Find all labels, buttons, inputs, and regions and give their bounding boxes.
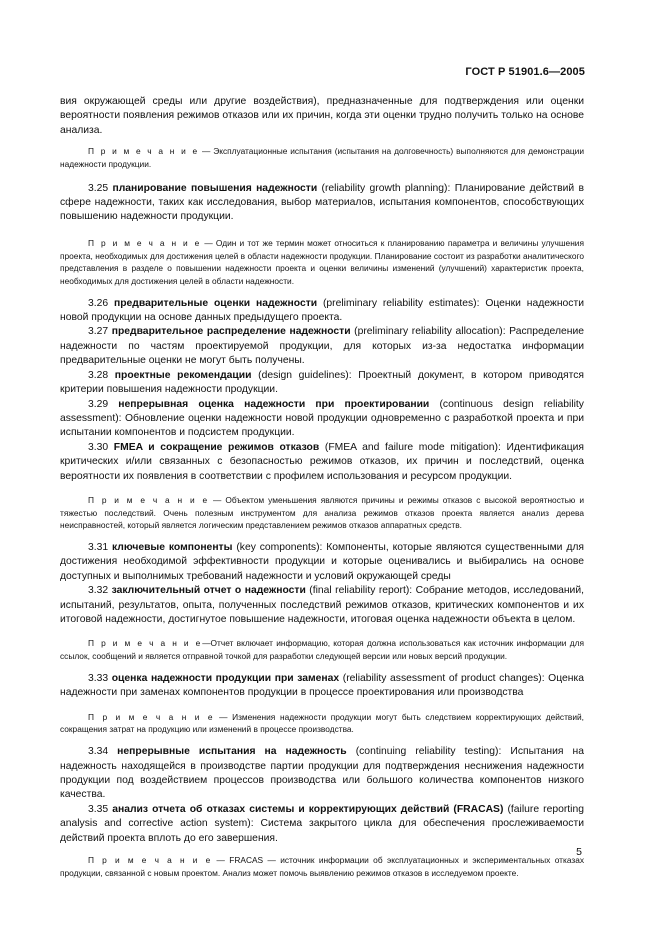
term-3-25: 3.25 планирование повышения надежности (reliability growth planning): Планирование действий в сфере надежности, таких как исследования, выбор материалов, испытания компонентов, способствующих повышению надежности продукции. xyxy=(60,182,584,223)
term-title: FMEA и сокращение режимов отказов xyxy=(113,441,320,453)
note-2: П р и м е ч а н и е — Один и тот же термин может относиться к планированию параметра и величины улучшения проекта, необходимых для достижения целей в области надежности продукции. Планирование состоит из разработки аналитического представления в разделе о повышении надежности проекта и оценки величины изменений (улучшений) характеристик проекта, необходимых для достижения целей в области надежности. xyxy=(60,237,584,286)
note-label: П р и м е ч а н и е xyxy=(88,638,203,649)
term-title: предварительное распределение надежности xyxy=(111,326,351,338)
term-title: предварительные оценки надежности xyxy=(113,297,318,309)
page-number: 5 xyxy=(576,846,582,858)
term-3-35: 3.35 анализ отчета об отказах системы и корректирующих действий (FRACAS) (failure reporting analysis and corrective action system): Система закрытого цикла для обеспечения прослеживаемости действий проекта вплоть до его завершения. xyxy=(60,803,584,844)
note-1: П р и м е ч а н и е — Эксплуатационные испытания (испытания на долговечность) выполняются для демонстрации надежности продукции. xyxy=(60,146,584,169)
paragraph-intro: вия окружающей среды или другие воздействия), предназначенные для подтверждения или оценки вероятности появления режимов отказов или их причин, когда эти оценки трудно получить только на основе анализа. xyxy=(60,96,584,136)
document-body xyxy=(60,95,584,879)
note-4: П р и м е ч а н и е—Отчет включает информацию, которая должна использоваться как источник информации для ссылок, сообщений и является отправной точкой для разработки следующей версии или новых версий продукции. xyxy=(60,638,584,662)
term-title: анализ отчета об отказах системы и корректирующих действий (FRACAS) xyxy=(112,803,504,815)
term-title: планирование повышения надежности xyxy=(112,182,318,194)
term-3-26: 3.26 предварительные оценки надежности (preliminary reliability estimates): Оценки надежности новой продукции на основе данных предыдущего проекта. xyxy=(60,297,584,324)
term-title: проектные рекомендации xyxy=(114,369,252,381)
document-header: ГОСТ Р 51901.6—2005 xyxy=(465,66,585,78)
note-label: П р и м е ч а н и е xyxy=(88,711,215,722)
term-3-28: 3.28 проектные рекомендации (design guidelines): Проектный документ, в котором приводятся критерии повышения надежности продукции. xyxy=(60,369,585,396)
term-3-30: 3.30 FMEA и сокращение режимов отказов (FMEA and failure mode mitigation): Идентификация критических и/или связанных с безопасностью режимов отказов, их причин и последствий, оценка вероятности их появления в соответствии с профилем использования и ресурсом продукции. xyxy=(60,441,585,482)
term-3-32: 3.32 заключительный отчет о надежности (final reliability report): Собрание методов, исследований, испытаний, результатов, опыта, полученных последствий режимов отказов, критических компонентов и их итоговой надежности, достигнутое повышение надежности, итоговая оценка надежности объекта в целом. xyxy=(60,585,584,626)
note-label: П р и м е ч а н и е xyxy=(88,854,213,865)
term-3-27: 3.27 предварительное распределение надежности (preliminary reliability allocation): Распределение надежности по частям проектируемой продукции, для которых из-за недостатка информации предварительные оценки не могут быть получены. xyxy=(60,326,584,367)
term-3-29: 3.29 непрерывная оценка надежности при проектировании (continuous design reliability assessment): Обновление оценки надежности новой продукции одновременно с разработкой проекта и при испытании компонентов и подсистем продукции. xyxy=(60,398,584,439)
note-label: П р и м е ч а н и е xyxy=(88,494,209,505)
note-label: П р и м е ч а н и е xyxy=(88,237,202,248)
term-title: непрерывная оценка надежности при проектировании xyxy=(118,398,430,410)
note-3: П р и м е ч а н и е — Объектом уменьшения являются причины и режимы отказов с высокой вероятностью и тяжестью последствий. Очень полезным инструментом для анализа режимов отказов проекта является анализ дерева неисправностей, который является логическим представлением режимов отказов аппаратных средств. xyxy=(60,494,584,531)
term-3-34: 3.34 непрерывные испытания на надежность (continuing reliability testing): Испытания на надежность находящейся в производстве партии продукции для подтверждения неснижения надежности продукции под воздействием процессов производства или большого количества компонентов низкого качества. xyxy=(60,746,584,801)
note-label: П р и м е ч а н и е xyxy=(88,146,200,157)
note-5: П р и м е ч а н и е — Изменения надежности продукции могут быть следствием корректирующих действий, сокращения затрат на продукцию или изменений в процессе производства. xyxy=(60,711,584,735)
term-3-33: 3.33 оценка надежности продукции при заменах (reliability assessment of product changes): Оценка надежности при заменах компонентов продукции в процессе проектирования или производства xyxy=(60,672,584,699)
term-title: заключительный отчет о надежности xyxy=(111,585,306,597)
note-6: П р и м е ч а н и е — FRACAS — источник информации об эксплуатационных и экспериментальных отказах продукции, связанной с новым проектом. Анализ может помочь выявлению режимов отказов в исследуемом проекте. xyxy=(60,854,585,878)
term-title: непрерывные испытания на надежность xyxy=(117,746,347,758)
term-3-31: 3.31 ключевые компоненты (key components): Компоненты, которые являются существенными для достижения необходимой эффективности продукции и которые оценивались и выбирались на основе доступных и выполнимых требований надежности и условий окружающей среды xyxy=(60,542,584,582)
term-title: оценка надежности продукции при заменах xyxy=(111,672,340,684)
term-title: ключевые компоненты xyxy=(112,542,233,554)
